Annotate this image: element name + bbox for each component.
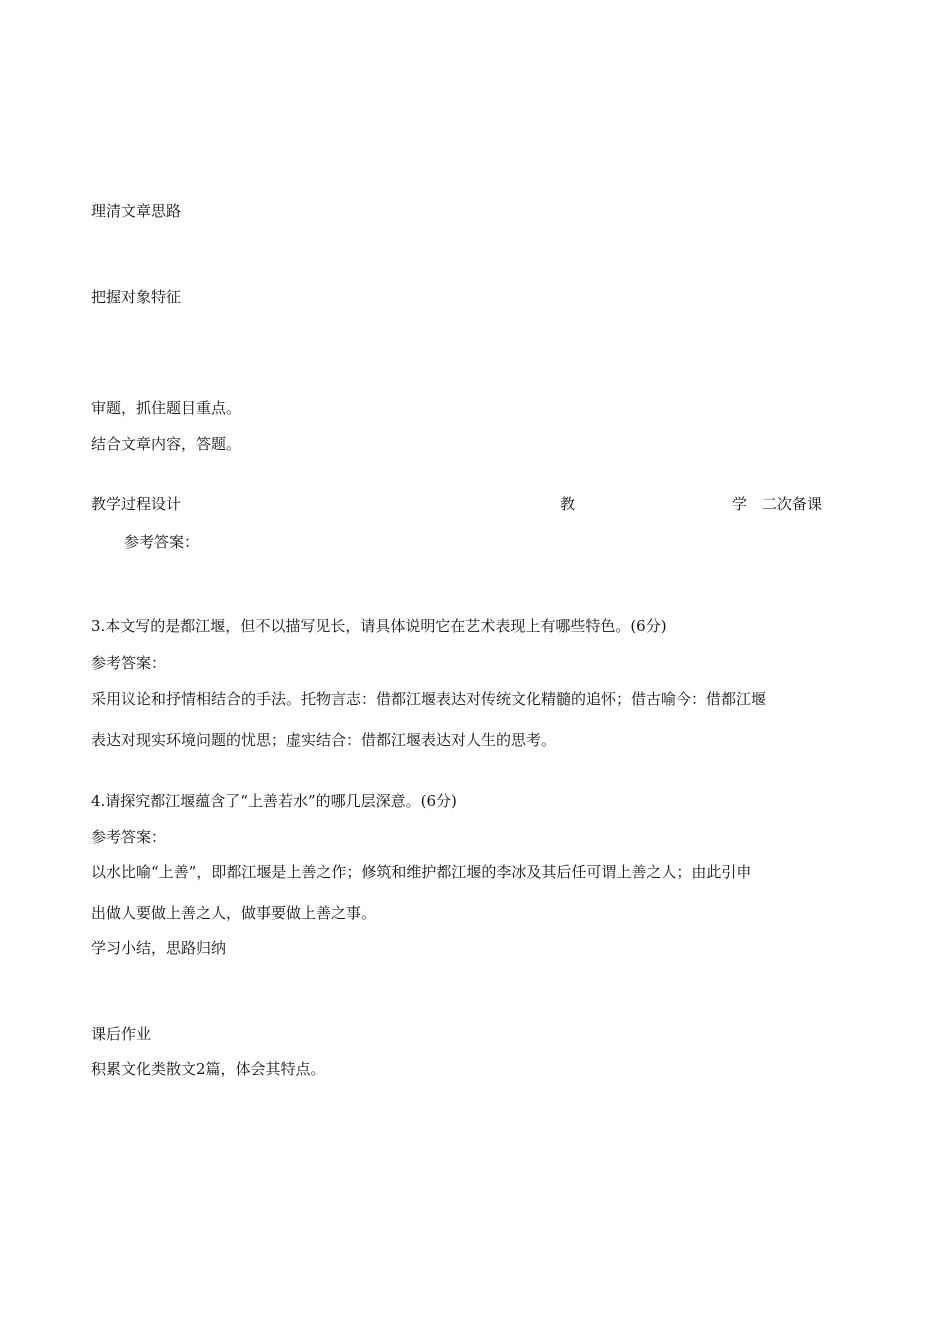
section-grasp-features: 把握对象特征 [91,288,182,306]
q3-answer-line-1: 采用议论和抒情相结合的手法。托物言志：借都江堰表达对传统文化精髓的追怀；借古喻今：借都江堰 [91,690,767,708]
homework-task: 积累文化类散文2篇，体会其特点。 [91,1060,326,1078]
q4-ref-label: 参考答案： [91,828,167,846]
header-second-prep: 二次备课 [762,495,823,513]
ref-answer-label: 参考答案： [124,533,200,551]
header-design: 教学过程设计 [91,495,182,513]
q3-ref-label: 参考答案： [91,654,167,672]
learning-summary: 学习小结，思路归纳 [91,939,227,957]
section-read-question: 审题，抓住题目重点。 [91,399,242,417]
section-think-path: 理清文章思路 [91,202,182,220]
q4-answer-line-1: 以水比喻“上善”，即都江堰是上善之作；修筑和维护都江堰的李冰及其后任可谓上善之人；由此引申 [91,863,752,881]
section-combine-answer: 结合文章内容，答题。 [91,435,242,453]
homework-title: 课后作业 [91,1025,152,1043]
header-teach: 教 [560,495,576,513]
header-learn: 学 [732,495,748,513]
q3-answer-line-2: 表达对现实环境问题的忧思；虚实结合：借都江堰表达对人生的思考。 [91,731,557,749]
q4-question: 4.请探究都江堰蕴含了“上善若水”的哪几层深意。(6分) [91,792,457,810]
q3-question: 3.本文写的是都江堰，但不以描写见长，请具体说明它在艺术表现上有哪些特色。(6分) [91,617,667,635]
q4-answer-line-2: 出做人要做上善之人，做事要做上善之事。 [91,904,377,922]
